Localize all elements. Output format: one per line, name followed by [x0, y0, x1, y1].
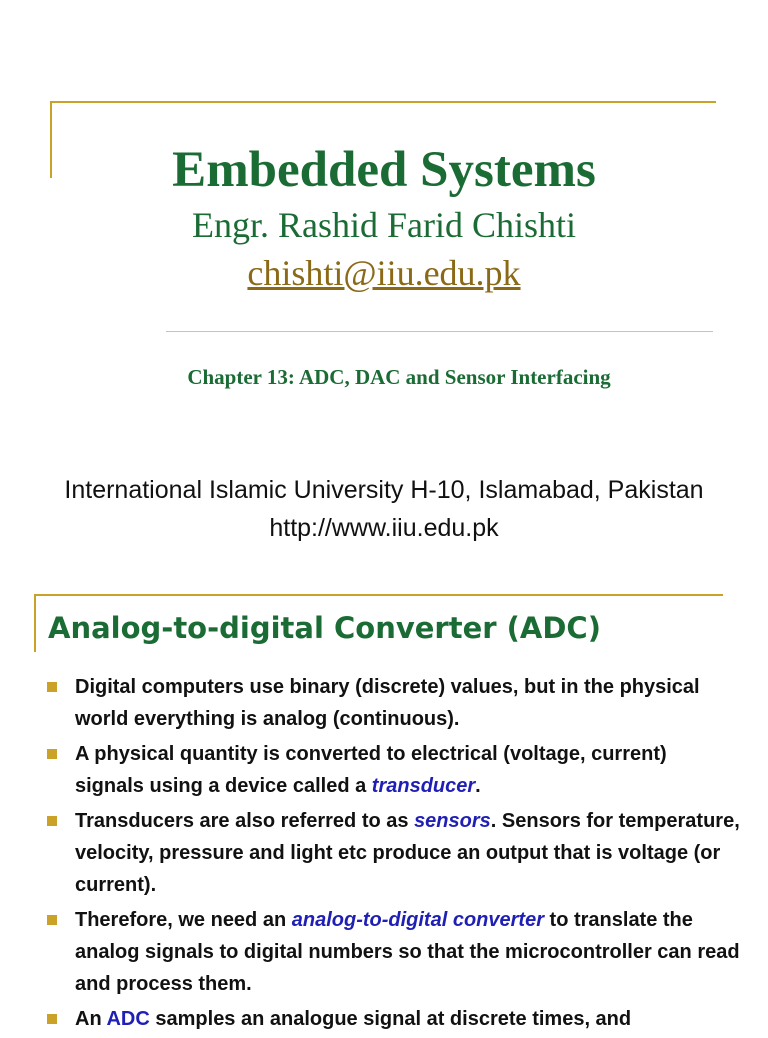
bullet-text: Therefore, we need an [75, 909, 292, 931]
bullet-square-icon [47, 1014, 57, 1024]
bullet-text-end: to translate the analog signals to digital numbers so that the microcontroller can read and process them. [75, 909, 740, 995]
bullet-text-end: . [475, 775, 481, 797]
bullet-square-icon [47, 749, 57, 759]
bullet-text: A physical quantity is converted to electrical (voltage, current) signals using a device called a [75, 743, 667, 797]
keyword-adc-converter: analog-to-digital converter [291, 909, 544, 931]
bullet-text: An [75, 1008, 107, 1030]
bullet-square-icon [47, 915, 57, 925]
email-line [0, 251, 768, 295]
slide-frame-top [50, 101, 716, 103]
bullet-square-icon [47, 816, 57, 826]
bullet-square-icon [47, 682, 57, 692]
slide2-frame-top [34, 594, 723, 596]
bullet-item [40, 805, 740, 901]
bullet-text-end: samples an analogue signal at discrete times, and [149, 1008, 632, 1030]
email-link[interactable]: chishti@iiu.edu.pk [247, 253, 521, 293]
divider-line [166, 331, 713, 332]
bullet-text: Transducers are also referred to as [75, 810, 415, 832]
chapter-title: Chapter 13: ADC, DAC and Sensor Interfacing [187, 365, 611, 389]
keyword-transducer: transducer [371, 775, 476, 797]
institution-name: International Islamic University H-10, Islamabad, Pakistan [64, 476, 704, 504]
slide2-frame-left [34, 594, 36, 652]
author-name: Engr. Rashid Farid Chishti [191, 205, 576, 245]
bullet-list [40, 671, 740, 1038]
bullet-item [40, 1003, 740, 1035]
keyword-sensors: sensors [414, 810, 491, 832]
bullet-item [40, 904, 740, 1000]
bullet-text: Digital computers use binary (discrete) values, but in the physical world everything is analog (continuous). [75, 676, 700, 730]
bullet-item [40, 671, 740, 735]
keyword-adc: ADC [106, 1008, 150, 1030]
bullet-item [40, 738, 740, 802]
bullet-text-end: . Sensors for temperature, velocity, pressure and light etc produce an output that is voltage (or current). [75, 810, 740, 896]
slide2-heading: Analog-to-digital Converter (ADC) [48, 611, 601, 645]
institution-url[interactable]: http://www.iiu.edu.pk [269, 514, 499, 542]
slide-title: Embedded Systems [172, 142, 596, 198]
